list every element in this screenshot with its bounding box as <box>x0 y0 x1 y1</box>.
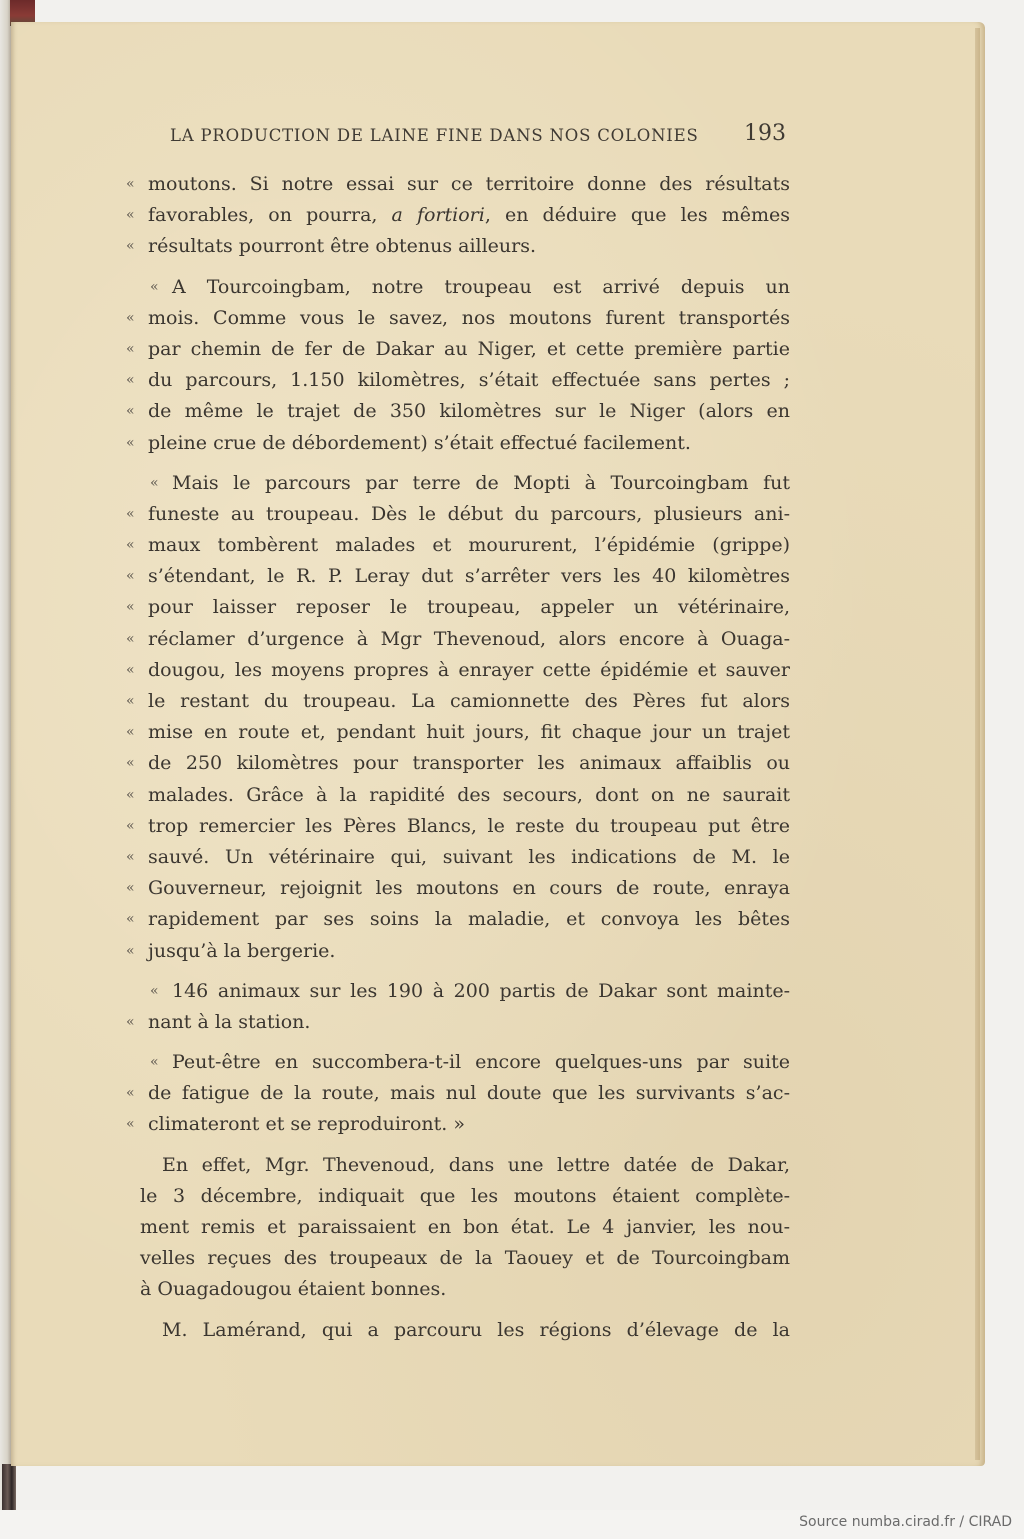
text-line: « mois. Comme vous le savez, nos moutons furent transportés <box>126 306 790 329</box>
paragraph <box>126 1315 790 1346</box>
text-line: à Ouagadougou étaient bonnes. <box>140 1278 447 1301</box>
text-line: « nant à la station. <box>126 1010 311 1033</box>
text-line: « pour laisser reposer le troupeau, appeler un vétérinaire, <box>126 596 790 619</box>
text-line: « rapidement par ses soins la maladie, et convoya les bêtes <box>126 908 790 931</box>
text-line: M. Lamérand, qui a parcouru les régions d’élevage de la <box>162 1318 790 1341</box>
text-line: « de fatigue de la route, mais nul doute que les survivants s’ac- <box>126 1082 790 1105</box>
paragraph <box>126 1150 790 1306</box>
text-line: « jusqu’à la bergerie. <box>126 939 336 962</box>
running-head <box>170 121 790 149</box>
paragraph <box>126 169 790 263</box>
paragraph <box>126 976 790 1038</box>
text-line: En effet, Mgr. Thevenoud, dans une lettre datée de Dakar, <box>162 1153 790 1176</box>
paragraph <box>126 272 790 459</box>
text-line: « A Tourcoingbam, notre troupeau est arrivé depuis un <box>150 275 790 298</box>
text-line: « pleine crue de débordement) s’était effectué facilement. <box>126 431 691 454</box>
text-line: « de 250 kilomètres pour transporter les animaux affaiblis ou <box>126 752 790 775</box>
text-line: « réclamer d’urgence à Mgr Thevenoud, alors encore à Ouaga- <box>126 627 790 650</box>
text-line: « par chemin de fer de Dakar au Niger, et cette première partie <box>126 337 790 360</box>
text-line: velles reçues des troupeaux de la Taouey et de Tourcoingbam <box>140 1247 790 1270</box>
guillemet: « <box>126 238 135 255</box>
text-line: ment remis et paraissaient en bon état. Le 4 janvier, les nou- <box>140 1216 790 1238</box>
guillemet: « <box>126 207 135 224</box>
text-line: « trop remercier les Pères Blancs, le reste du troupeau put être <box>126 814 790 837</box>
text-line: le 3 décembre, indiquait que les moutons étaient complète- <box>140 1184 790 1207</box>
guillemet: « <box>126 176 135 192</box>
text-line: « mise en route et, pendant huit jours, fit chaque jour un trajet <box>126 721 790 744</box>
text-line: « du parcours, 1.150 kilomètres, s’était effectuée sans pertes ; <box>126 369 790 392</box>
page-edge <box>975 28 980 1460</box>
text-line: « moutons. Si notre essai sur ce territoire donne des résultats <box>126 169 790 200</box>
running-head-title: LA PRODUCTION DE LAINE FINE DANS NOS COLONIES <box>170 126 699 145</box>
text-line: « Mais le parcours par terre de Mopti à Tourcoingbam fut <box>150 471 790 494</box>
page-number: 193 <box>744 121 786 146</box>
italic-phrase: a fortiori <box>391 204 485 227</box>
text-line: « le restant du troupeau. La camionnette des Pères fut alors <box>126 690 790 712</box>
text-line: « malades. Grâce à la rapidité des secours, dont on ne saurait <box>126 783 790 806</box>
text-line: « 146 animaux sur les 190 à 200 partis de Dakar sont mainte- <box>150 979 790 1002</box>
text-line: « maux tombèrent malades et moururent, l’épidémie (grippe) <box>126 534 790 557</box>
text-line: « résultats pourront être obtenus ailleurs. <box>126 231 790 262</box>
text-line: « climateront et se reproduiront. » <box>126 1113 465 1136</box>
source-credit: Source numba.cirad.fr / CIRAD <box>799 1514 1012 1530</box>
binding-mark-bottom <box>2 1464 16 1510</box>
text-line: « favorables, on pourra, a fortiori, en déduire que les mêmes <box>126 200 790 231</box>
text-line: « sauvé. Un vétérinaire qui, suivant les indications de M. le <box>126 845 790 868</box>
paragraph <box>126 468 790 967</box>
text-line: « dougou, les moyens propres à enrayer cette épidémie et sauver <box>126 658 790 681</box>
text-line: « Gouverneur, rejoignit les moutons en cours de route, enraya <box>126 877 790 900</box>
body-text <box>126 169 790 1346</box>
text-line: « de même le trajet de 350 kilomètres sur le Niger (alors en <box>126 400 790 423</box>
text-line: « s’étendant, le R. P. Leray dut s’arrêter vers les 40 kilomètres <box>126 565 790 588</box>
text-line: « funeste au troupeau. Dès le début du parcours, plusieurs ani- <box>126 502 790 525</box>
paragraph <box>126 1047 790 1141</box>
text-line: « Peut-être en succombera-t-il encore quelques-uns par suite <box>150 1051 790 1074</box>
